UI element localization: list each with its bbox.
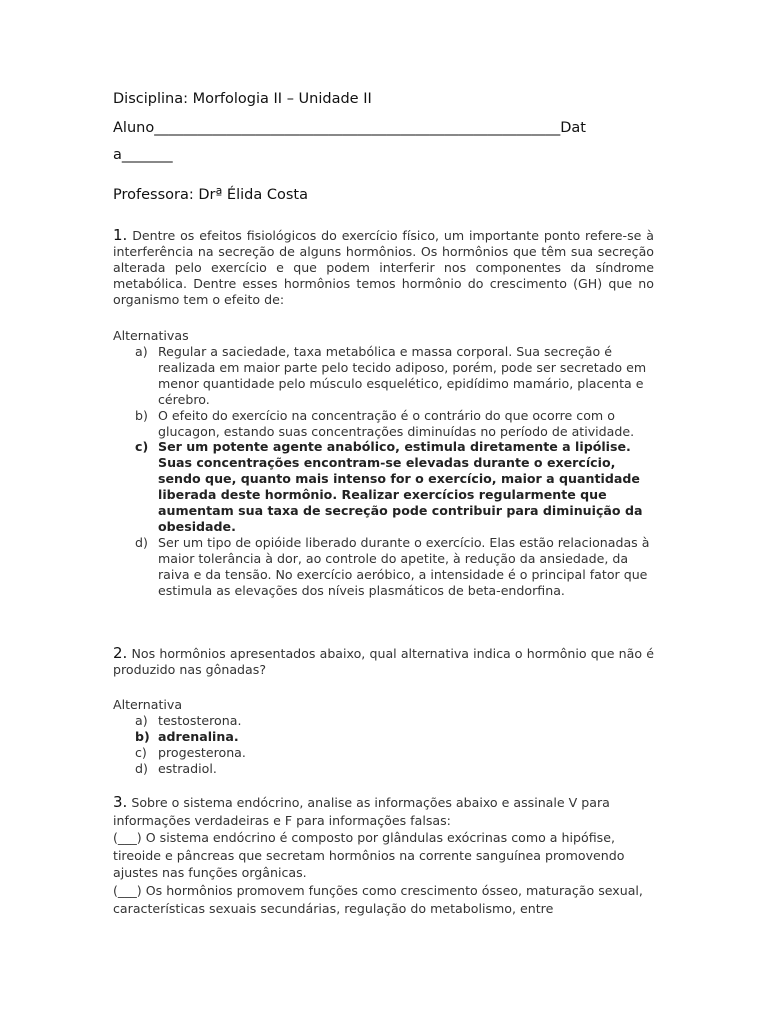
alternative-text: testosterona. [158, 713, 242, 728]
question-1-alternative-b[interactable] [113, 408, 654, 440]
alternative-text: Ser um potente agente anabólico, estimula diretamente a lipólise. Suas concentrações encontram-se elevadas durante o exercício, sendo que, quanto mais intenso for o exercício, maior a quantidade liberada deste hormônio. Realizar exercícios regularmente que aumentam sua taxa de secreção pode contribuir para diminuição da obesidade. [158, 439, 643, 534]
alternative-letter: a) [135, 713, 148, 728]
question-3-item-2: (___) Os hormônios promovem funções como crescimento ósseo, maturação sexual, características sexuais secundárias, regulação do metabolismo, entre [113, 882, 643, 916]
alternative-letter: c) [135, 744, 147, 760]
alternative-letter: b) [135, 407, 148, 423]
question-1-text: Dentre os efeitos fisiológicos do exercício físico, um importante ponto refere-se à interferência na secreção de alguns hormônios. Os hormônios que têm sua secreção alterada pelo exercício e que podem interferir nos componentes da síndrome metabólica. Dentre esses hormônios temos hormônio do crescimento (GH) que no organismo tem o efeito de: [113, 228, 654, 307]
alternative-text: O efeito do exercício na concentração é o contrário do que ocorre com o glucagon, estando suas concentrações diminuídas no período de atividade. [158, 407, 635, 439]
question-2-alternative-d[interactable] [113, 761, 654, 777]
alternative-text: progesterona. [158, 744, 246, 760]
question-1-alternatives-title: Alternativas [113, 328, 189, 343]
question-3-item-1: (___) O sistema endócrino é composto por glândulas exócrinas como a hipófise, tireoide e pâncreas que secretam hormônios na corrente sanguínea promovendo ajustes nas funções orgânicas. [113, 830, 625, 881]
alternative-text: Regular a saciedade, taxa metabólica e massa corporal. Sua secreção é realizada em maior parte pelo tecido adiposo, porém, pode ser secretado em menor quantidade pelo músculo esquelético, epidídimo mamário, placenta e cérebro. [158, 344, 647, 407]
question-2-alternative-b[interactable] [113, 729, 654, 745]
alternative-letter: c) [135, 439, 149, 455]
teacher-line: Professora: Drª Élida Costa [113, 187, 308, 203]
question-1-alternatives [113, 344, 654, 599]
alternative-text: estradiol. [158, 760, 217, 776]
alternative-text: adrenalina. [158, 728, 239, 744]
question-1 [113, 227, 654, 308]
alternative-letter: b) [135, 728, 150, 744]
question-2-alternative-c[interactable] [113, 745, 654, 761]
question-2-number: 2. [113, 644, 128, 662]
alternative-letter: d) [135, 760, 148, 776]
question-2-text: Nos hormônios apresentados abaixo, qual alternativa indica o hormônio que não é produzido nas gônadas? [113, 646, 654, 677]
question-1-alternative-a[interactable] [113, 344, 654, 408]
alternative-text: Ser um tipo de opióide liberado durante o exercício. Elas estão relacionadas à maior tolerância à dor, ao controle do apetite, à redução da ansiedade, da raiva e da tensão. No exercício aeróbico, a intensidade é o principal fator que estimula as elevações dos níveis plasmáticos de beta-endorfina. [158, 534, 650, 598]
alternative-letter: a) [135, 344, 148, 359]
question-2-alternative-a[interactable] [113, 713, 654, 729]
date-line: a_______ [113, 147, 173, 163]
question-2 [113, 645, 654, 678]
question-1-number: 1. [113, 226, 128, 244]
discipline-line: Disciplina: Morfologia II – Unidade II [113, 91, 372, 107]
question-1-alternative-c[interactable] [113, 439, 654, 534]
question-3 [113, 794, 654, 917]
question-3-text: Sobre o sistema endócrino, analise as informações abaixo e assinale V para informações verdadeiras e F para informações falsas: [113, 795, 610, 828]
question-3-prompt [113, 794, 654, 829]
alternative-letter: d) [135, 534, 148, 550]
question-2-alternatives-title: Alternativa [113, 697, 183, 712]
student-line: Aluno________________________________________________________Dat [113, 120, 586, 136]
question-3-number: 3. [113, 793, 128, 811]
question-2-alternatives [113, 713, 654, 777]
question-1-alternative-d[interactable] [113, 535, 654, 599]
